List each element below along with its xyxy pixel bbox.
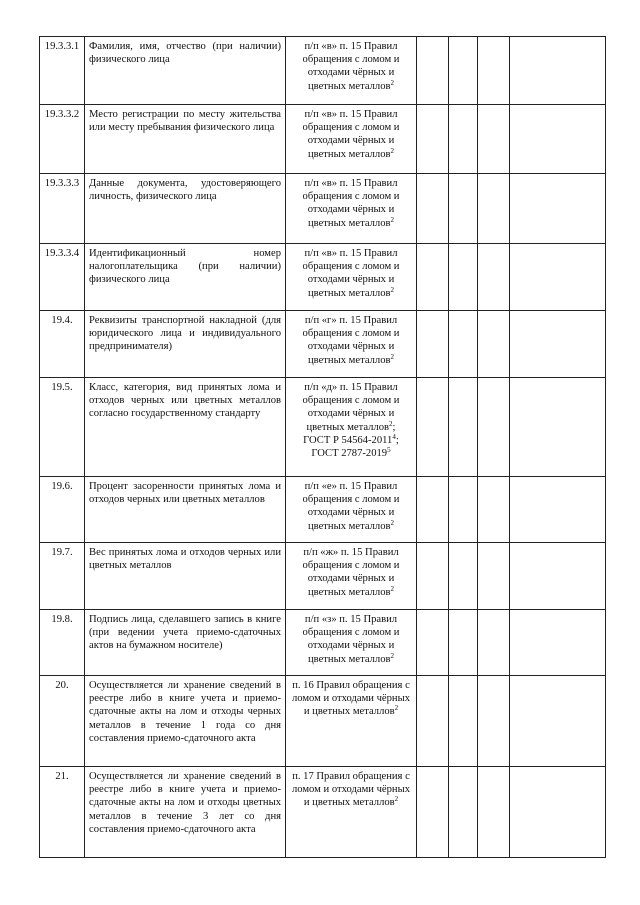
notes-cell	[510, 676, 606, 767]
requirement-text: Осуществляется ли хранение сведений в реестре либо в книге учета и приемо-сдаточные акты на лом и отходы черных металлов в течение 1 года со дня составления приемо-сдаточного акта	[85, 676, 286, 767]
reference-entry	[289, 177, 413, 230]
item-number: 19.3.3.2	[40, 105, 85, 174]
item-number: 19.5.	[40, 378, 85, 477]
table-row	[40, 676, 606, 767]
reference-text: п/п «в» п. 15 Правил обращения с ломом и отходами чёрных и цветных металлов	[302, 178, 400, 229]
answer-yes-cell	[417, 37, 449, 105]
notes-cell	[510, 174, 606, 244]
item-number: 19.7.	[40, 543, 85, 610]
answer-no-cell	[449, 477, 478, 543]
table-row	[40, 378, 606, 477]
answer-na-cell	[478, 174, 510, 244]
table-row	[40, 37, 606, 105]
answer-na-cell	[478, 610, 510, 676]
legal-reference	[286, 477, 417, 543]
legal-reference	[286, 767, 417, 858]
table-body	[40, 37, 606, 858]
notes-cell	[510, 105, 606, 174]
answer-no-cell	[449, 610, 478, 676]
answer-na-cell	[478, 37, 510, 105]
answer-na-cell	[478, 676, 510, 767]
notes-cell	[510, 767, 606, 858]
notes-cell	[510, 477, 606, 543]
reference-entry	[289, 679, 413, 719]
answer-yes-cell	[417, 767, 449, 858]
legal-reference	[286, 244, 417, 311]
legal-reference	[286, 311, 417, 378]
requirement-text: Вес принятых лома и отходов черных или цветных металлов	[85, 543, 286, 610]
reference-text: п/п «ж» п. 15 Правил обращения с ломом и отходами чёрных и цветных металлов	[302, 547, 400, 598]
legal-reference	[286, 610, 417, 676]
reference-separator: ;	[392, 421, 396, 433]
requirement-text: Фамилия, имя, отчество (при наличии) физического лица	[85, 37, 286, 105]
answer-na-cell	[478, 105, 510, 174]
table-row	[40, 543, 606, 610]
footnote-marker: 2	[390, 584, 394, 593]
checklist-table	[39, 36, 606, 858]
footnote-marker: 2	[390, 518, 394, 527]
answer-no-cell	[449, 676, 478, 767]
notes-cell	[510, 610, 606, 676]
reference-text: ГОСТ Р 54564-2011	[303, 434, 393, 446]
requirement-text: Осуществляется ли хранение сведений в реестре либо в книге учета и приемо-сдаточные акты на лом и отходы цветных металлов в течение 3 лет со дня составления приемо-сдаточного акта	[85, 767, 286, 858]
answer-na-cell	[478, 477, 510, 543]
reference-text: п/п «д» п. 15 Правил обращения с ломом и отходами чёрных и цветных металлов	[302, 382, 400, 433]
item-number: 19.6.	[40, 477, 85, 543]
item-number: 20.	[40, 676, 85, 767]
reference-text: п. 16 Правил обращения с ломом и отходами чёрных и цветных металлов	[291, 680, 411, 718]
footnote-marker: 4	[392, 432, 396, 441]
item-number: 19.8.	[40, 610, 85, 676]
footnote-marker: 2	[390, 215, 394, 224]
reference-entry	[289, 40, 413, 93]
answer-yes-cell	[417, 378, 449, 477]
reference-entry	[289, 447, 413, 460]
answer-na-cell	[478, 543, 510, 610]
requirement-text: Данные документа, удостоверяющего личность, физического лица	[85, 174, 286, 244]
answer-yes-cell	[417, 477, 449, 543]
legal-reference	[286, 37, 417, 105]
reference-text: п. 17 Правил обращения с ломом и отходами чёрных и цветных металлов	[291, 771, 411, 809]
requirement-text: Подпись лица, сделавшего запись в книге (при ведении учета приемо-сдаточных актов на бумажном носителе)	[85, 610, 286, 676]
answer-yes-cell	[417, 610, 449, 676]
legal-reference	[286, 543, 417, 610]
answer-no-cell	[449, 543, 478, 610]
reference-entry	[289, 480, 413, 533]
answer-yes-cell	[417, 244, 449, 311]
table-row	[40, 174, 606, 244]
footnote-marker: 5	[387, 446, 391, 455]
table-row	[40, 767, 606, 858]
reference-entry	[289, 770, 413, 810]
reference-entry	[289, 314, 413, 367]
table-row	[40, 477, 606, 543]
answer-no-cell	[449, 244, 478, 311]
answer-yes-cell	[417, 676, 449, 767]
requirement-text: Место регистрации по месту жительства или месту пребывания физического лица	[85, 105, 286, 174]
reference-entry	[289, 381, 413, 434]
reference-text: п/п «в» п. 15 Правил обращения с ломом и отходами чёрных и цветных металлов	[302, 109, 400, 160]
footnote-marker: 2	[394, 704, 399, 713]
answer-yes-cell	[417, 543, 449, 610]
item-number: 19.3.3.3	[40, 174, 85, 244]
answer-no-cell	[449, 767, 478, 858]
item-number: 19.3.3.1	[40, 37, 85, 105]
requirement-text: Реквизиты транспортной накладной (для юридического лица и индивидуального предпринимателя)	[85, 311, 286, 378]
footnote-marker: 2	[390, 78, 394, 87]
notes-cell	[510, 244, 606, 311]
answer-yes-cell	[417, 311, 449, 378]
requirement-text: Процент засоренности принятых лома и отходов черных или цветных металлов	[85, 477, 286, 543]
reference-separator: ;	[395, 434, 399, 446]
reference-entry	[289, 613, 413, 666]
reference-entry	[289, 546, 413, 599]
reference-text: п/п «з» п. 15 Правил обращения с ломом и отходами чёрных и цветных металлов	[302, 614, 400, 665]
item-number: 19.4.	[40, 311, 85, 378]
reference-text: п/п «е» п. 15 Правил обращения с ломом и отходами чёрных и цветных металлов	[302, 481, 400, 532]
answer-no-cell	[449, 378, 478, 477]
reference-text: п/п «в» п. 15 Правил обращения с ломом и отходами чёрных и цветных металлов	[302, 41, 400, 92]
notes-cell	[510, 378, 606, 477]
legal-reference	[286, 174, 417, 244]
answer-yes-cell	[417, 105, 449, 174]
footnote-marker: 2	[390, 285, 394, 294]
item-number: 19.3.3.4	[40, 244, 85, 311]
item-number: 21.	[40, 767, 85, 858]
answer-no-cell	[449, 37, 478, 105]
requirement-text: Класс, категория, вид принятых лома и отходов черных или цветных металлов согласно государственному стандарту	[85, 378, 286, 477]
answer-no-cell	[449, 174, 478, 244]
reference-entry	[289, 247, 413, 300]
footnote-marker: 2	[394, 795, 399, 804]
reference-text: п/п «в» п. 15 Правил обращения с ломом и отходами чёрных и цветных металлов	[302, 248, 400, 299]
table-row	[40, 610, 606, 676]
notes-cell	[510, 37, 606, 105]
table-row	[40, 244, 606, 311]
answer-no-cell	[449, 311, 478, 378]
notes-cell	[510, 543, 606, 610]
reference-entry	[289, 108, 413, 161]
footnote-marker: 2	[390, 651, 394, 660]
reference-text: п/п «г» п. 15 Правил обращения с ломом и отходами чёрных и цветных металлов	[302, 315, 400, 366]
table-row	[40, 311, 606, 378]
answer-na-cell	[478, 244, 510, 311]
footnote-marker: 2	[389, 419, 393, 428]
answer-no-cell	[449, 105, 478, 174]
notes-cell	[510, 311, 606, 378]
answer-na-cell	[478, 378, 510, 477]
footnote-marker: 2	[390, 146, 394, 155]
legal-reference	[286, 676, 417, 767]
footnote-marker: 2	[390, 352, 394, 361]
table-row	[40, 105, 606, 174]
document-page	[39, 36, 605, 858]
legal-reference	[286, 378, 417, 477]
reference-entry	[289, 434, 413, 447]
answer-na-cell	[478, 311, 510, 378]
reference-text: ГОСТ 2787-2019	[311, 448, 388, 460]
answer-yes-cell	[417, 174, 449, 244]
answer-na-cell	[478, 767, 510, 858]
requirement-text: Идентификационный номер налогоплательщика (при наличии) физического лица	[85, 244, 286, 311]
legal-reference	[286, 105, 417, 174]
